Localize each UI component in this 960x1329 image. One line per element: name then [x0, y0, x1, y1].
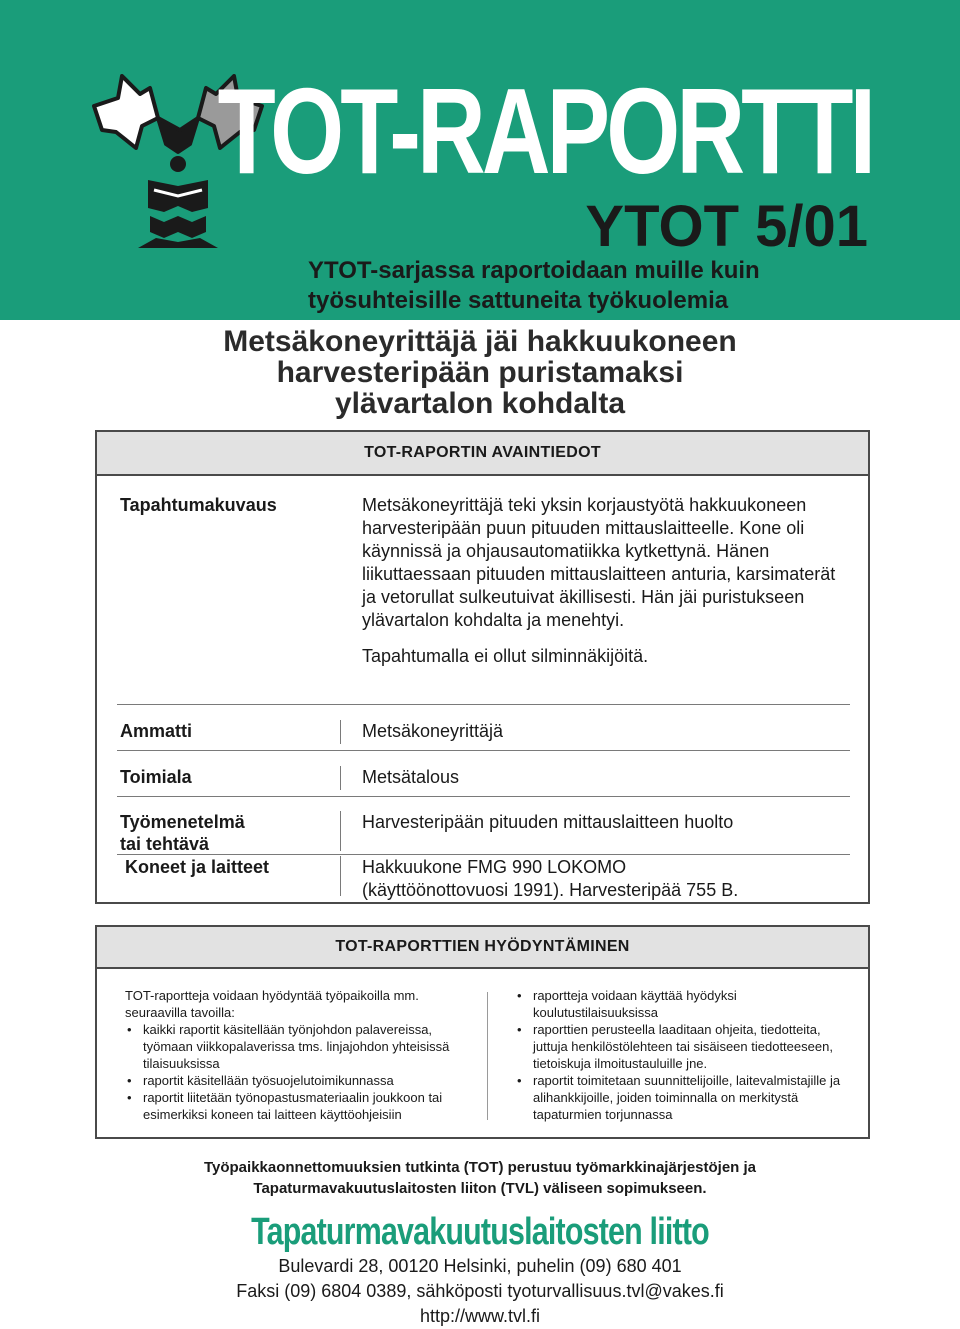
footer-note [0, 1157, 960, 1199]
organization-name: Tapaturmavakuutuslaitosten liitto [251, 1211, 709, 1253]
column-divider [487, 992, 488, 1120]
report-code: YTOT 5/01 [585, 194, 868, 259]
column-divider [340, 811, 341, 851]
machines-label: Koneet ja laitteet [125, 857, 270, 877]
occupation-label: Ammatti [120, 721, 193, 741]
machines-value-line2: (käyttöönottovuosi 1991). Harvesteripää 755 B. [362, 880, 739, 900]
header-banner [0, 0, 960, 320]
contact-info [0, 1254, 960, 1329]
industry-label: Toimiala [120, 767, 192, 787]
fax-email-text[interactable]: Faksi (09) 6804 0389, sähköposti tyoturvallisuus.tvl@vakes.fi [236, 1281, 724, 1301]
column-divider [340, 766, 341, 790]
method-label-cont: tai tehtävä [120, 834, 210, 854]
utilization-right-column [515, 987, 847, 1123]
footer-note-line: Tapaturmavakuutuslaitosten liiton (TVL) väliseen sopimukseen. [253, 1180, 707, 1197]
event-description-block [362, 494, 852, 668]
row-divider [117, 796, 850, 797]
row-divider [117, 854, 850, 855]
column-divider [340, 720, 341, 744]
utilization-intro: TOT-raportteja voidaan hyödyntää työpaikoilla mm. seuraavilla tavoilla: [125, 988, 419, 1020]
list-item: • raportteja voidaan käyttää hyödyksi koulutustilaisuuksissa [515, 987, 847, 1021]
method-label: Työmenetelmä [120, 812, 245, 832]
series-description: YTOT-sarjassa raportoidaan muille kuin työsuhteisille sattuneita työkuolemia [308, 257, 760, 314]
list-item: • raporttien perusteella laaditaan ohjeita, tiedotteita, juttuja henkilöstölehteen tai sisäiseen tiedotteeseen, tietoiskuja ilmoitustauluille jne. [515, 1021, 847, 1072]
list-item: • kaikki raportit käsitellään työnjohdon palavereissa, työmaan viikkopalaverissa tms. linjajohdon yhteisissä tilaisuuksissa [125, 1021, 465, 1072]
industry-value: Metsätalous [362, 767, 460, 787]
page-title [0, 326, 960, 419]
witnesses-text: Tapahtumalla ei ollut silminnäkijöitä. [362, 646, 649, 666]
footer-note-line: Työpaikkaonnettomuuksien tutkinta (TOT) perustuu työmarkkinajärjestöjen ja [203, 1159, 757, 1176]
list-item: • raportit liitetään työnopastusmateriaalin joukkoon tai esimerkiksi koneen tai laitteen käyttöohjeisiin [125, 1089, 465, 1123]
utilization-right-list [515, 987, 847, 1123]
event-description: Metsäkoneyrittäjä teki yksin korjaustyötä hakkuukoneen harvesteripään puun pituuden mittauslaitteelle. Kone oli käynnissä ja ohjausautomatiikka kytkettynä. Hänen liikuttaessaan pituuden mittauslaitteen anturia, karsimaterät ja vetorullat sulkeutuivat äkillisesti. Hän jäi puristukseen ylävartalon kohdalta ja menehtyi. [362, 495, 836, 630]
utilization-title: TOT-RAPORTTIEN HYÖDYNTÄMINEN [97, 927, 868, 969]
row-divider [117, 750, 850, 751]
event-label: Tapahtumakuvaus [120, 495, 277, 515]
occupation-value: Metsäkoneyrittäjä [362, 721, 504, 741]
title-line: Metsäkoneyrittäjä jäi hakkuukoneen [223, 325, 737, 358]
address-text: Bulevardi 28, 00120 Helsinki, puhelin (09) 680 401 [278, 1256, 682, 1276]
utilization-box [95, 925, 870, 1139]
machines-value-line1: Hakkuukone FMG 990 LOKOMO [362, 857, 627, 877]
column-divider [340, 856, 341, 896]
brand-title: TOT-RAPORTTI [217, 63, 872, 199]
utilization-left-list [125, 1021, 465, 1123]
list-item: • raportit käsitellään työsuojelutoimikunnassa [125, 1072, 465, 1089]
title-line: ylävartalon kohdalta [334, 387, 626, 420]
method-value: Harvesteripään pituuden mittauslaitteen huolto [362, 812, 734, 832]
list-item: • raportit toimitetaan suunnittelijoille, laitevalmistajille ja alihankkijoille, joiden toiminnalla on merkitystä tapaturmien torjunnassa [515, 1072, 847, 1123]
website-link[interactable]: http://www.tvl.fi [419, 1306, 541, 1326]
title-line: harvesteripään puristamaksi [276, 356, 684, 389]
row-divider [117, 704, 850, 705]
key-info-title: TOT-RAPORTIN AVAINTIEDOT [97, 432, 868, 476]
utilization-left-column [125, 987, 465, 1123]
key-info-box [95, 430, 870, 904]
